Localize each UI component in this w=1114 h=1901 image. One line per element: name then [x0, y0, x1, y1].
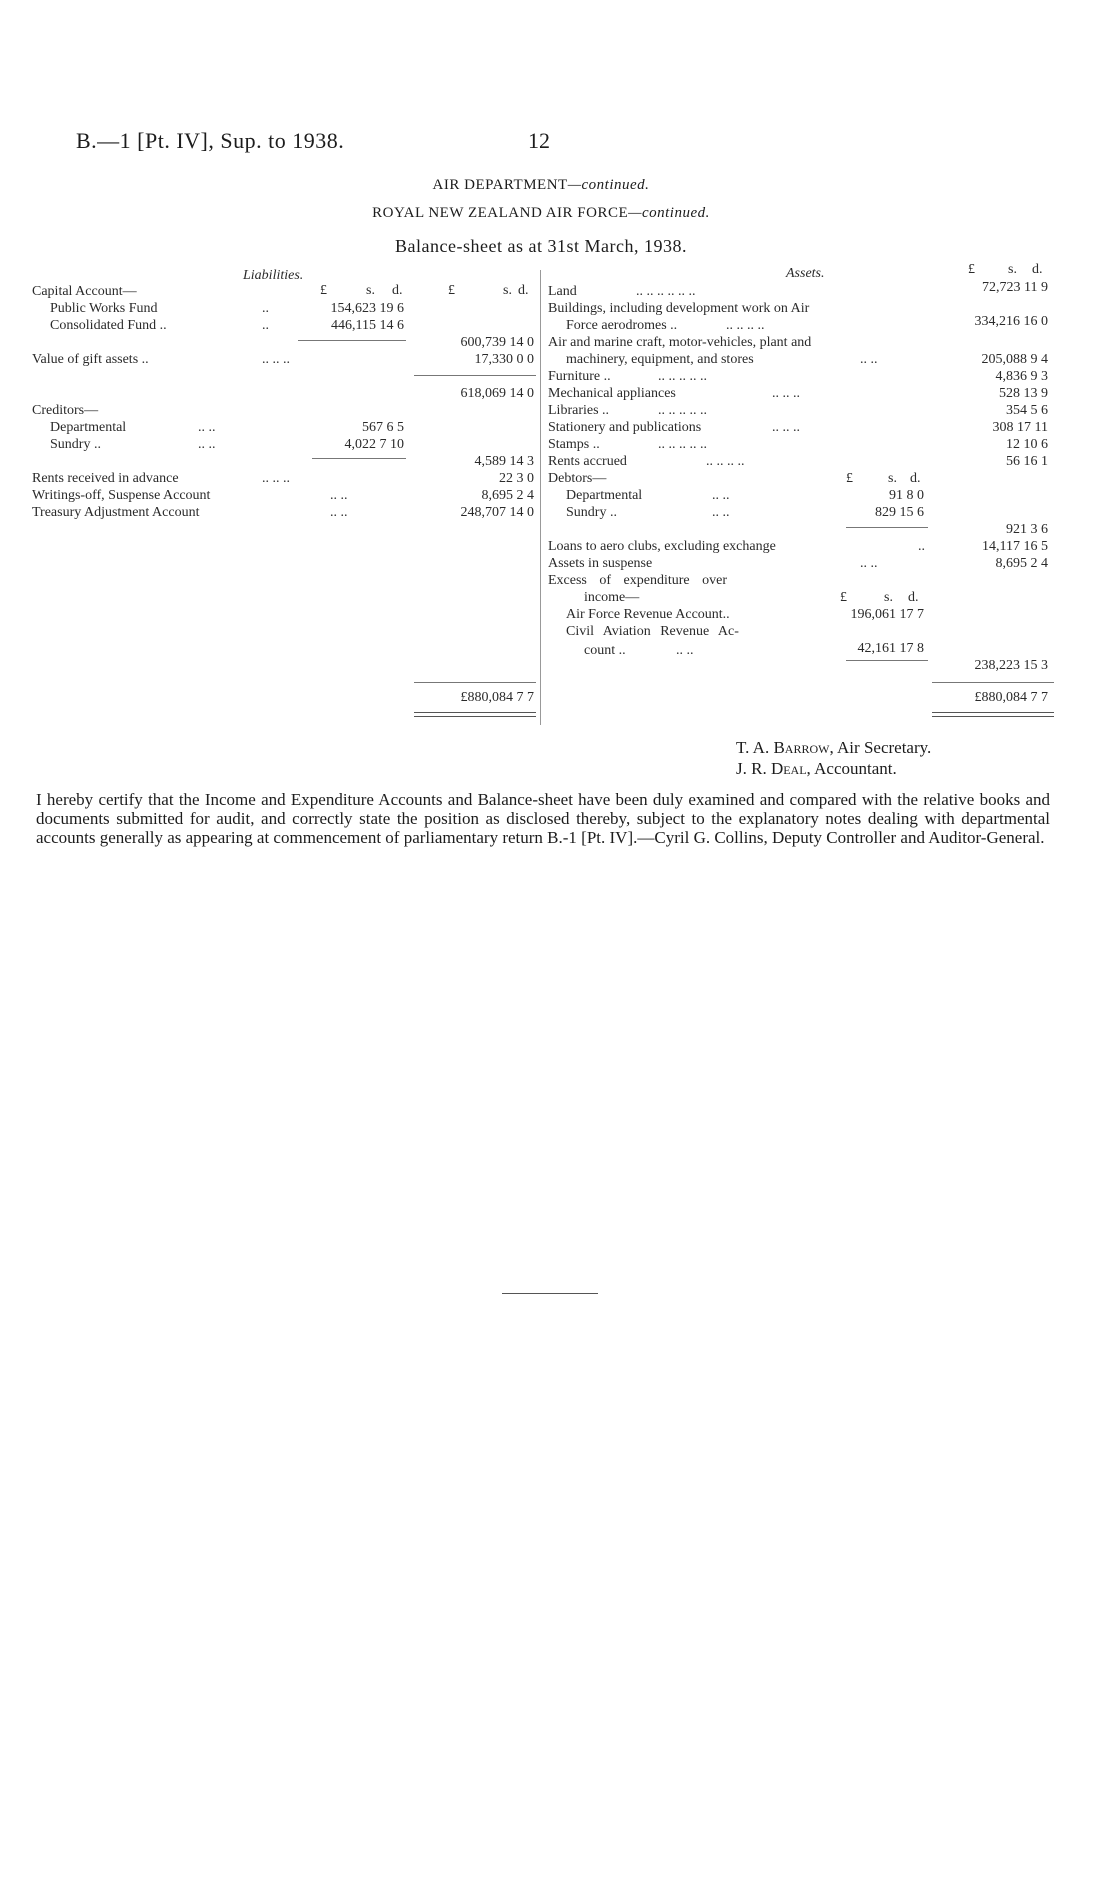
assets-heading: Assets. [786, 266, 825, 281]
buildings-value: 334,216 16 0 [974, 314, 1048, 329]
assets-col-s: s. [1008, 262, 1017, 277]
air-force-revenue-value: 196,061 17 7 [850, 607, 924, 622]
mechanical-value: 528 13 9 [999, 386, 1048, 401]
public-works-fund-value: 154,623 19 6 [330, 301, 404, 316]
liabilities-col-pound-inner: £ [320, 283, 327, 298]
stamps-dots: .. .. .. .. .. [658, 437, 707, 452]
balance-sheet-title: Balance-sheet as at 31st March, 1938. [395, 236, 687, 256]
excess-col-s: s. [884, 590, 893, 605]
debtors-sundry-dots: .. .. [712, 505, 730, 520]
debtors-total: 921 3 6 [1006, 522, 1048, 537]
land-dots: .. .. .. .. .. .. [636, 284, 696, 299]
craft-label-line1: Air and marine craft, motor-vehicles, plant and [548, 335, 812, 350]
stationery-value: 308 17 11 [992, 420, 1048, 435]
creditors-departmental-value: 567 6 5 [362, 420, 404, 435]
debtors-departmental-label: Departmental [566, 488, 643, 503]
excess-label-line2: income— [584, 590, 640, 605]
stationery-label: Stationery and publications [548, 420, 702, 435]
liabilities-col-d-inner: d. [392, 283, 403, 298]
signature-air-secretary [736, 738, 931, 758]
debtors-departmental-value: 91 8 0 [889, 488, 924, 503]
rents-advance-value: 22 3 0 [499, 471, 534, 486]
assets-total-rule [932, 682, 1054, 683]
liabilities-total-double-rule [414, 712, 536, 717]
buildings-label-line2: Force aerodromes .. [566, 318, 678, 333]
furniture-dots: .. .. .. .. .. [658, 369, 707, 384]
stamps-value: 12 10 6 [1006, 437, 1048, 452]
suspense-label: Assets in suspense [548, 556, 653, 571]
craft-label-line2: machinery, equipment, and stores [566, 352, 754, 367]
debtors-sundry-value: 829 15 6 [875, 505, 924, 520]
gift-subtotal-rule [414, 375, 536, 376]
consolidated-fund-dots: .. [262, 318, 269, 333]
rents-accrued-value: 56 16 1 [1006, 454, 1048, 469]
writings-off-value: 8,695 2 4 [481, 488, 534, 503]
capital-account-label: Capital Account— [32, 284, 137, 299]
excess-total: 238,223 15 3 [974, 658, 1048, 673]
craft-dots: .. .. [860, 352, 878, 367]
rents-accrued-dots: .. .. .. .. [706, 454, 745, 469]
consolidated-fund-value: 446,115 14 6 [331, 318, 404, 333]
assets-col-d: d. [1032, 262, 1043, 277]
creditors-sundry-value: 4,022 7 10 [344, 437, 404, 452]
audit-certificate: I hereby certify that the Income and Expenditure Accounts and Balance-sheet have been duly examined and compared with the relative books and documents submitted for audit, and correctly state the position as disclosed thereby, subject to the explanatory notes dealing with departmental accounts generally as appearing at commencement of parliamentary return B.-1 [Pt. IV].—Cyril G. Collins, Deputy Controller and Auditor-General. [36, 790, 1050, 847]
excess-subtotal-rule [846, 660, 928, 661]
accountant-title: Accountant. [814, 759, 897, 778]
rents-advance-label: Rents received in advance [32, 471, 179, 486]
suspense-dots: .. .. [860, 556, 878, 571]
civil-aviation-dots: .. .. [676, 643, 694, 658]
capital-account-total: 600,739 14 0 [460, 335, 534, 350]
liabilities-col-s-outer: s. [503, 283, 512, 298]
department-name: AIR DEPARTMENT [432, 177, 568, 193]
excess-label-line1: Excess of expenditure over [548, 573, 727, 588]
treasury-adjustment-value: 248,707 14 0 [460, 505, 534, 520]
air-secretary-name: T. A. Barrow, [736, 738, 834, 757]
debtors-subtotal-rule [846, 527, 928, 528]
assets-col-pound: £ [968, 262, 975, 277]
public-works-fund-dots: .. [262, 301, 269, 316]
loans-dots: .. [918, 539, 925, 554]
creditors-subtotal-rule [312, 458, 406, 459]
liabilities-heading: Liabilities. [243, 268, 304, 283]
libraries-value: 354 5 6 [1006, 403, 1048, 418]
gift-assets-value: 17,330 0 0 [474, 352, 534, 367]
assets-grand-total: £880,084 7 7 [974, 690, 1048, 705]
stationery-dots: .. .. .. [772, 420, 800, 435]
liabilities-col-d-outer: d. [518, 283, 529, 298]
column-divider [540, 270, 541, 725]
loans-value: 14,117 16 5 [982, 539, 1048, 554]
rents-accrued-label: Rents accrued [548, 454, 627, 469]
report-reference: B.—1 [Pt. IV], Sup. to 1938. [76, 128, 345, 153]
liabilities-col-pound-outer: £ [448, 283, 455, 298]
gift-assets-label: Value of gift assets .. [32, 352, 149, 367]
civil-aviation-label-line2: count .. [584, 643, 626, 658]
creditors-departmental-label: Departmental [50, 420, 127, 435]
craft-value: 205,088 9 4 [981, 352, 1048, 367]
gift-assets-dots: .. .. .. [262, 352, 290, 367]
liabilities-col-s-inner: s. [366, 283, 375, 298]
civil-aviation-label-line1: Civil Aviation Revenue Ac- [566, 624, 739, 639]
air-force-revenue-label: Air Force Revenue Account.. [566, 607, 730, 622]
closing-rule [502, 1293, 598, 1294]
treasury-adjustment-dots: .. .. [330, 505, 348, 520]
libraries-dots: .. .. .. .. .. [658, 403, 707, 418]
writings-off-label: Writings-off, Suspense Account [32, 488, 211, 503]
accountant-name: J. R. Deal, [736, 759, 811, 778]
liabilities-subtotal: 618,069 14 0 [460, 386, 534, 401]
furniture-label: Furniture .. [548, 369, 611, 384]
force-continued: —continued. [628, 205, 710, 221]
suspense-value: 8,695 2 4 [995, 556, 1048, 571]
libraries-label: Libraries .. [548, 403, 610, 418]
buildings-dots: .. .. .. .. [726, 318, 765, 333]
mechanical-label: Mechanical appliances [548, 386, 676, 401]
stamps-label: Stamps .. [548, 437, 600, 452]
treasury-adjustment-label: Treasury Adjustment Account [32, 505, 200, 520]
writings-off-dots: .. .. [330, 488, 348, 503]
force-title [0, 205, 1082, 222]
signature-accountant [736, 759, 897, 779]
assets-total-double-rule [932, 712, 1054, 717]
consolidated-fund-label: Consolidated Fund .. [50, 318, 167, 333]
department-continued: —continued. [567, 177, 650, 193]
rents-advance-dots: .. .. .. [262, 471, 290, 486]
public-works-fund-label: Public Works Fund [50, 301, 158, 316]
air-secretary-title: Air Secretary. [837, 738, 932, 757]
land-label: Land [548, 284, 577, 299]
department-title [0, 177, 1082, 194]
debtors-col-pound: £ [846, 471, 853, 486]
liabilities-total-rule [414, 682, 536, 683]
debtors-label: Debtors— [548, 471, 607, 486]
force-name: ROYAL NEW ZEALAND AIR FORCE [372, 205, 629, 221]
debtors-col-d: d. [910, 471, 921, 486]
debtors-departmental-dots: .. .. [712, 488, 730, 503]
creditors-sundry-label: Sundry .. [50, 437, 101, 452]
excess-col-d: d. [908, 590, 919, 605]
excess-col-pound: £ [840, 590, 847, 605]
loans-label: Loans to aero clubs, excluding exchange [548, 539, 776, 554]
furniture-value: 4,836 9 3 [995, 369, 1048, 384]
liabilities-grand-total: £880,084 7 7 [460, 690, 534, 705]
civil-aviation-value: 42,161 17 8 [857, 641, 924, 656]
creditors-sundry-dots: .. .. [198, 437, 216, 452]
capital-subtotal-rule [298, 340, 406, 341]
debtors-sundry-label: Sundry .. [566, 505, 617, 520]
debtors-col-s: s. [888, 471, 897, 486]
creditors-departmental-dots: .. .. [198, 420, 216, 435]
buildings-label-line1: Buildings, including development work on Air [548, 301, 810, 316]
creditors-total: 4,589 14 3 [474, 454, 534, 469]
creditors-label: Creditors— [32, 403, 99, 418]
mechanical-dots: .. .. .. [772, 386, 800, 401]
land-value: 72,723 11 9 [982, 280, 1048, 295]
page-number: 12 [528, 128, 550, 153]
